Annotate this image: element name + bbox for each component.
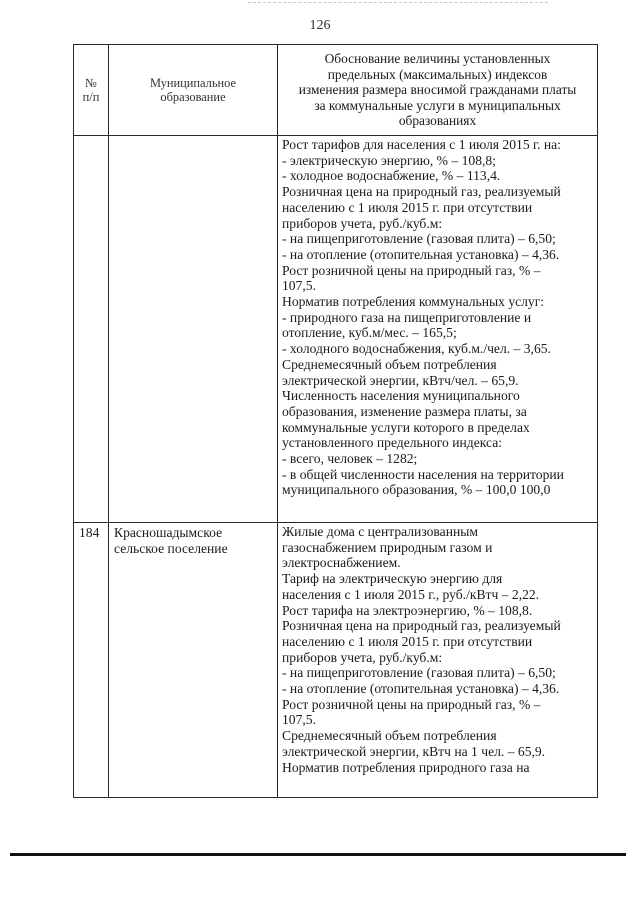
scan-artifact-marks bbox=[248, 2, 548, 6]
justification-line: газоснабжением природным газом и bbox=[282, 539, 493, 555]
row-justification-cell bbox=[278, 523, 598, 798]
page-number: 126 bbox=[309, 18, 331, 33]
justification-line: - электрическую энергию, % – 108,8; bbox=[282, 152, 496, 168]
justification-line: - всего, человек – 1282; bbox=[282, 451, 418, 467]
justification-line: - на пищеприготовление (газовая плита) – 6,50; bbox=[282, 231, 556, 247]
header-text-line: Обоснование величины установленных bbox=[324, 51, 551, 67]
header-municipality-cell bbox=[109, 45, 278, 136]
row-number-cell bbox=[74, 136, 109, 523]
justification-line: - холодного водоснабжения, куб.м./чел. – 3,65. bbox=[282, 341, 551, 357]
justification-line: электрической энергии, кВтч/чел. – 65,9. bbox=[282, 372, 519, 388]
justification-line: Рост розничной цены на природный газ, % – bbox=[282, 262, 541, 278]
table-row bbox=[74, 136, 598, 523]
header-text-line: изменения размера вносимой гражданами платы bbox=[298, 82, 577, 98]
row-municipality-cell bbox=[109, 523, 278, 798]
justification-line: образования, изменение размера платы, за bbox=[282, 403, 527, 419]
justification-line: Рост розничной цены на природный газ, % – bbox=[282, 696, 541, 712]
header-text-line: п/п bbox=[82, 90, 100, 104]
justification-line: - на пищеприготовление (газовая плита) – 6,50; bbox=[282, 665, 556, 681]
justification-line: - на отопление (отопительная установка) – 4,36. bbox=[282, 681, 560, 697]
municipality-line: Красношадымское bbox=[114, 525, 223, 540]
table-header-row bbox=[74, 45, 598, 136]
justification-line: коммунальные услуги которого в пределах bbox=[282, 419, 530, 435]
header-text-line: предельных (максимальных) индексов bbox=[327, 66, 548, 82]
municipality-line: сельское поселение bbox=[114, 540, 228, 556]
table-row bbox=[74, 523, 598, 798]
justification-line: населению с 1 июля 2015 г. при отсутствии bbox=[282, 199, 533, 215]
header-text-line: образованиях bbox=[398, 113, 477, 129]
justification-line: Среднемесячный объем потребления bbox=[282, 356, 497, 372]
justification-line: Среднемесячный объем потребления bbox=[282, 728, 497, 744]
header-text-line: образование bbox=[160, 90, 226, 104]
page-bottom-rule bbox=[10, 853, 626, 856]
justification-line: электроснабжением. bbox=[282, 555, 401, 571]
justification-line: - на отопление (отопительная установка) – 4,36. bbox=[282, 246, 560, 262]
justification-line: электрической энергии, кВтч на 1 чел. – 65,9. bbox=[282, 743, 546, 759]
justification-line: - в общей численности населения на территории bbox=[282, 466, 564, 482]
justification-line: Рост тарифов для населения с 1 июля 2015 г. на: bbox=[282, 137, 561, 152]
justification-line: Норматив потребления природного газа на bbox=[282, 759, 530, 775]
justification-line: 107,5. bbox=[282, 278, 316, 294]
tariff-justification-table bbox=[73, 44, 598, 798]
header-text-line: № bbox=[85, 76, 97, 90]
justification-line: отопление, куб.м/мес. – 165,5; bbox=[282, 325, 457, 341]
justification-line: Розничная цена на природный газ, реализуемый bbox=[282, 184, 561, 200]
justification-line: Жилые дома с централизованным bbox=[282, 524, 478, 539]
justification-line: - природного газа на пищеприготовление и bbox=[282, 309, 532, 325]
row-justification-cell bbox=[278, 136, 598, 523]
row-municipality-cell bbox=[109, 136, 278, 523]
row-number-cell: 184 bbox=[74, 523, 109, 798]
justification-line: - холодное водоснабжение, % – 113,4. bbox=[282, 168, 501, 184]
justification-line: Розничная цена на природный газ, реализуемый bbox=[282, 618, 561, 634]
justification-line: Тариф на электрическую энергию для bbox=[282, 571, 503, 587]
header-text-line: за коммунальные услуги в муниципальных bbox=[314, 97, 561, 113]
header-justification-cell bbox=[278, 45, 598, 136]
justification-line: приборов учета, руб./куб.м: bbox=[282, 649, 443, 665]
justification-line: приборов учета, руб./куб.м: bbox=[282, 215, 443, 231]
justification-line: 107,5. bbox=[282, 712, 316, 728]
justification-line: муниципального образования, % – 100,0 100,0 bbox=[282, 482, 551, 498]
header-number-cell bbox=[74, 45, 109, 136]
justification-line: Рост тарифа на электроэнергию, % – 108,8. bbox=[282, 602, 533, 618]
justification-line: Норматив потребления коммунальных услуг: bbox=[282, 294, 545, 310]
justification-line: Численность населения муниципального bbox=[282, 388, 520, 404]
justification-line: населения с 1 июля 2015 г., руб./кВтч – 2,22. bbox=[282, 586, 540, 602]
header-text-line: Муниципальное bbox=[150, 76, 236, 90]
justification-line: установленного предельного индекса: bbox=[282, 435, 503, 451]
justification-line: населению с 1 июля 2015 г. при отсутствии bbox=[282, 633, 533, 649]
